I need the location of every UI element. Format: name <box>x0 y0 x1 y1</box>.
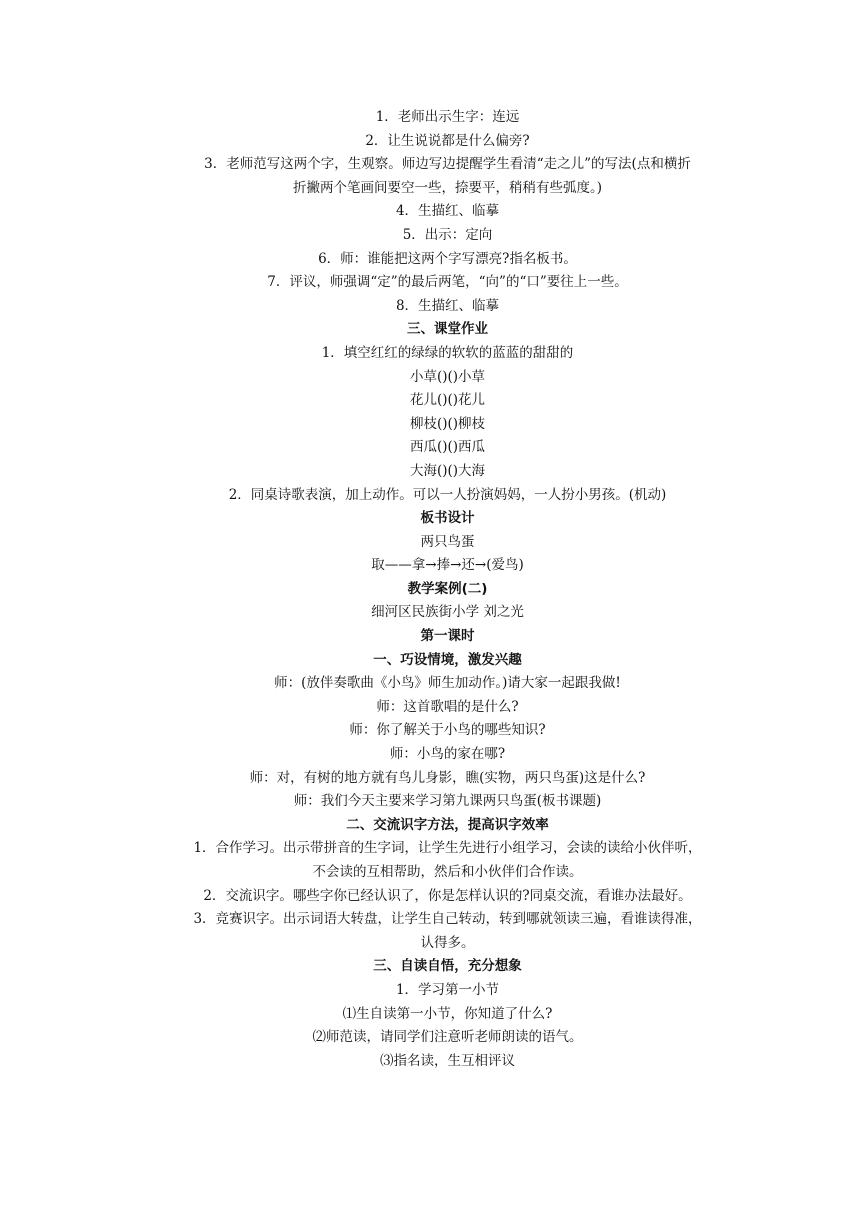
text-line: 2．同桌诗歌表演，加上动作。可以一人扮演妈妈，一人扮小男孩。(机动) <box>228 486 667 503</box>
text-line: 4．生描红、临摹 <box>395 203 500 220</box>
text-line: 3．老师范写这两个字，生观察。师边写边提醒学生看清“走之儿”的写法(点和横折 <box>204 156 691 173</box>
text-line: 5．出示：定向 <box>402 226 493 243</box>
text-line: ⑵师范读，请同学们注意听老师朗读的语气。 <box>312 1029 583 1046</box>
text-line: 小草()()小草 <box>409 368 486 385</box>
text-line: 西瓜()()西瓜 <box>409 439 486 456</box>
text-line: 师：小鸟的家在哪? <box>389 746 506 763</box>
text-line: 认得多。 <box>420 934 475 951</box>
text-line: 花儿()()花儿 <box>409 392 486 409</box>
text-line: 6．师：谁能把这两个字写漂亮?指名板书。 <box>318 250 577 267</box>
section-heading: 板书设计 <box>420 510 475 527</box>
text-line: 师：我们今天主要来学习第九课两只鸟蛋(板书课题) <box>293 793 602 810</box>
text-line: 师：你了解关于小鸟的哪些知识? <box>349 722 546 739</box>
text-line: 7．评议，师强调“定”的最后两笔，“向”的“口”要往上一些。 <box>267 274 628 291</box>
text-line: 取——拿→捧→还→(爱鸟) <box>371 557 524 574</box>
text-line: 3．竞赛识字。出示词语大转盘，让学生自己转动，转到哪就领读三遍，看谁读得准， <box>193 911 702 928</box>
text-line: 两只鸟蛋 <box>420 533 475 550</box>
section-heading: 三、自读自悟，充分想象 <box>373 958 522 975</box>
section-heading: 二、交流识字方法，提高识字效率 <box>346 816 549 833</box>
text-line: 8．生描红、临摹 <box>395 297 500 314</box>
text-line: 大海()()大海 <box>409 462 486 479</box>
text-line: 细河区民族街小学 刘之光 <box>371 604 524 621</box>
section-heading: 教学案例(二) <box>407 580 488 597</box>
text-line: 1．老师出示生字：连远 <box>375 109 520 125</box>
document-page <box>160 106 735 1073</box>
text-line: 1．填空红红的绿绿的软软的蓝蓝的甜甜的 <box>321 344 574 361</box>
text-line: 不会读的互相帮助，然后和小伙伴们合作读。 <box>312 864 583 880</box>
section-heading: 第一课时 <box>420 628 475 645</box>
text-line: 师：对，有树的地方就有鸟儿身影，瞧(实物，两只鸟蛋)这是什么? <box>249 769 646 786</box>
section-heading: 三、课堂作业 <box>407 321 488 338</box>
text-line: 折撇两个笔画间要空一些，捺要平，稍稍有些弧度。) <box>292 179 603 196</box>
section-heading: 一、巧设情境，激发兴趣 <box>373 651 522 668</box>
text-line: ⑴生自读第一小节，你知道了什么? <box>342 1005 553 1022</box>
text-line: 柳枝()()柳枝 <box>409 415 486 432</box>
text-line: 1．合作学习。出示带拼音的生字词，让学生先进行小组学习，会读的读给小伙伴听， <box>193 840 702 857</box>
text-line: 师：(放伴奏歌曲《小鸟》师生加动作。)请大家一起跟我做! <box>274 675 621 692</box>
text-line: 2．让生说说都是什么偏旁? <box>365 132 530 149</box>
text-line: 1．学习第一小节 <box>395 981 500 998</box>
text-line: ⑶指名读，生互相评议 <box>380 1052 515 1069</box>
text-line: 2．交流识字。哪些字你已经认识了，你是怎样认识的?同桌交流，看谁办法最好。 <box>203 887 692 904</box>
text-line: 师：这首歌唱的是什么? <box>376 698 519 715</box>
